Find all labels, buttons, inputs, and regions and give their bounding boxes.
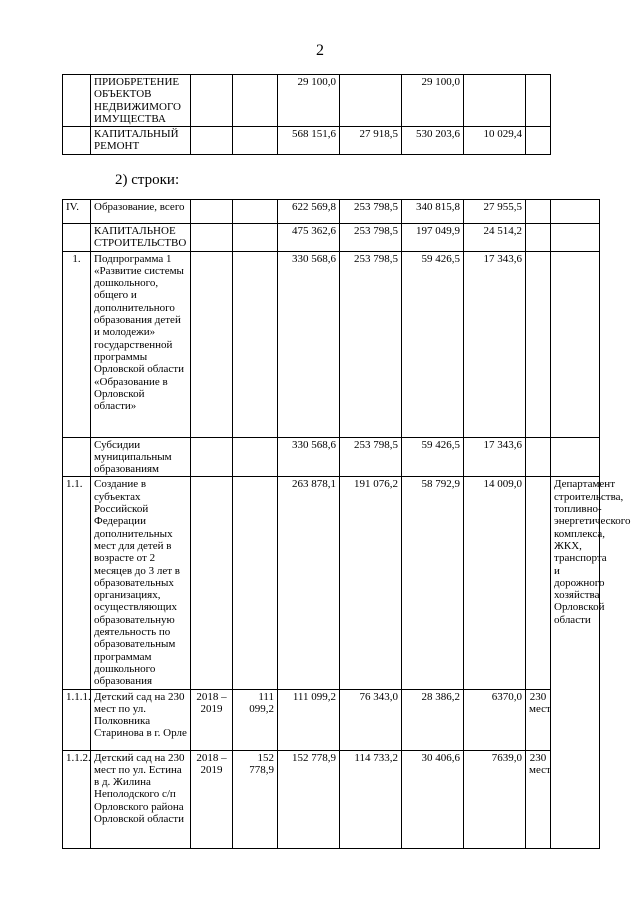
table-row xyxy=(63,689,600,750)
local-value: 24 514,2 xyxy=(464,224,526,252)
federal-value: 253 798,5 xyxy=(340,251,402,437)
row-name: КАПИТАЛЬНОЕ СТРОИТЕЛЬСТВО xyxy=(91,224,191,252)
total-value: 152 778,9 xyxy=(278,750,340,848)
total-value: 263 878,1 xyxy=(278,477,340,689)
capacity: 230 мест xyxy=(526,689,551,750)
years: 2018 – 2019 xyxy=(191,750,233,848)
row-name: ПРИОБРЕТЕНИЕ ОБЪЕКТОВ НЕДВИЖИМОГО ИМУЩЕСТВА xyxy=(91,75,191,127)
table-continuation xyxy=(62,74,551,155)
total-value: 111 099,2 xyxy=(278,689,340,750)
section-title: 2) строки: xyxy=(115,172,180,188)
table-row xyxy=(63,200,600,224)
row-name: Образование, всего xyxy=(91,200,191,224)
row-id xyxy=(63,437,91,477)
regional-value: 197 049,9 xyxy=(402,224,464,252)
regional-value: 530 203,6 xyxy=(402,127,464,155)
table-row xyxy=(63,224,600,252)
table-rows xyxy=(62,199,631,849)
local-value: 17 343,6 xyxy=(464,437,526,477)
table-row xyxy=(63,750,600,848)
regional-value: 30 406,6 xyxy=(402,750,464,848)
table-row xyxy=(63,127,551,155)
regional-value: 59 426,5 xyxy=(402,251,464,437)
capacity: 230 мест xyxy=(526,750,551,848)
local-value xyxy=(464,75,526,127)
total-value: 29 100,0 xyxy=(278,75,340,127)
row-id: 1. xyxy=(63,251,91,437)
local-value: 7639,0 xyxy=(464,750,526,848)
federal-value: 253 798,5 xyxy=(340,437,402,477)
federal-value: 253 798,5 xyxy=(340,200,402,224)
local-value: 27 955,5 xyxy=(464,200,526,224)
row-name: Создание в субъектах Российской Федерации дополнительных мест для детей в возрасте от 2 месяцев до 3 лет в образовательных организациях, осуществляющих образовательную деятельность по образовательным программам дошкольного образования xyxy=(91,477,191,689)
estimated-cost: 152 778,9 xyxy=(233,750,278,848)
total-value: 475 362,6 xyxy=(278,224,340,252)
responsible-department: Департамент строительства, топливно-энергетического комплекса, ЖКХ, транспорта и дорожного хозяйства Орловской области xyxy=(551,477,600,848)
table-row xyxy=(63,437,600,477)
local-value: 14 009,0 xyxy=(464,477,526,689)
federal-value: 253 798,5 xyxy=(340,224,402,252)
row-id: 1.1.1. xyxy=(63,689,91,750)
federal-value: 76 343,0 xyxy=(340,689,402,750)
total-value: 622 569,8 xyxy=(278,200,340,224)
row-id xyxy=(63,224,91,252)
table-row xyxy=(63,75,551,127)
federal-value: 27 918,5 xyxy=(340,127,402,155)
local-value: 17 343,6 xyxy=(464,251,526,437)
row-name: Субсидии муниципальным образованиям xyxy=(91,437,191,477)
row-id: 1.1. xyxy=(63,477,91,689)
local-value: 6370,0 xyxy=(464,689,526,750)
row-id: IV. xyxy=(63,200,91,224)
table-row xyxy=(63,477,600,689)
row-name: КАПИТАЛЬНЫЙ РЕМОНТ xyxy=(91,127,191,155)
local-value: 10 029,4 xyxy=(464,127,526,155)
row-name: Детский сад на 230 мест по ул. Полковника Старинова в г. Орле xyxy=(91,689,191,750)
regional-value: 28 386,2 xyxy=(402,689,464,750)
federal-value xyxy=(340,75,402,127)
estimated-cost: 111 099,2 xyxy=(233,689,278,750)
page-number: 2 xyxy=(316,42,324,59)
regional-value: 29 100,0 xyxy=(402,75,464,127)
table-row xyxy=(63,251,600,437)
row-name: Подпрограмма 1 «Развитие системы дошкольного, общего и дополнительного образования детей и молодежи» государственной программы Орловской области «Образование в Орловской области» xyxy=(91,251,191,437)
row-name: Детский сад на 230 мест по ул. Естина в д. Жилина Неполодского с/п Орловского района Орловской области xyxy=(91,750,191,848)
total-value: 330 568,6 xyxy=(278,437,340,477)
total-value: 568 151,6 xyxy=(278,127,340,155)
regional-value: 58 792,9 xyxy=(402,477,464,689)
total-value: 330 568,6 xyxy=(278,251,340,437)
row-id xyxy=(63,75,91,127)
federal-value: 114 733,2 xyxy=(340,750,402,848)
years: 2018 – 2019 xyxy=(191,689,233,750)
federal-value: 191 076,2 xyxy=(340,477,402,689)
row-id: 1.1.2. xyxy=(63,750,91,848)
regional-value: 59 426,5 xyxy=(402,437,464,477)
regional-value: 340 815,8 xyxy=(402,200,464,224)
